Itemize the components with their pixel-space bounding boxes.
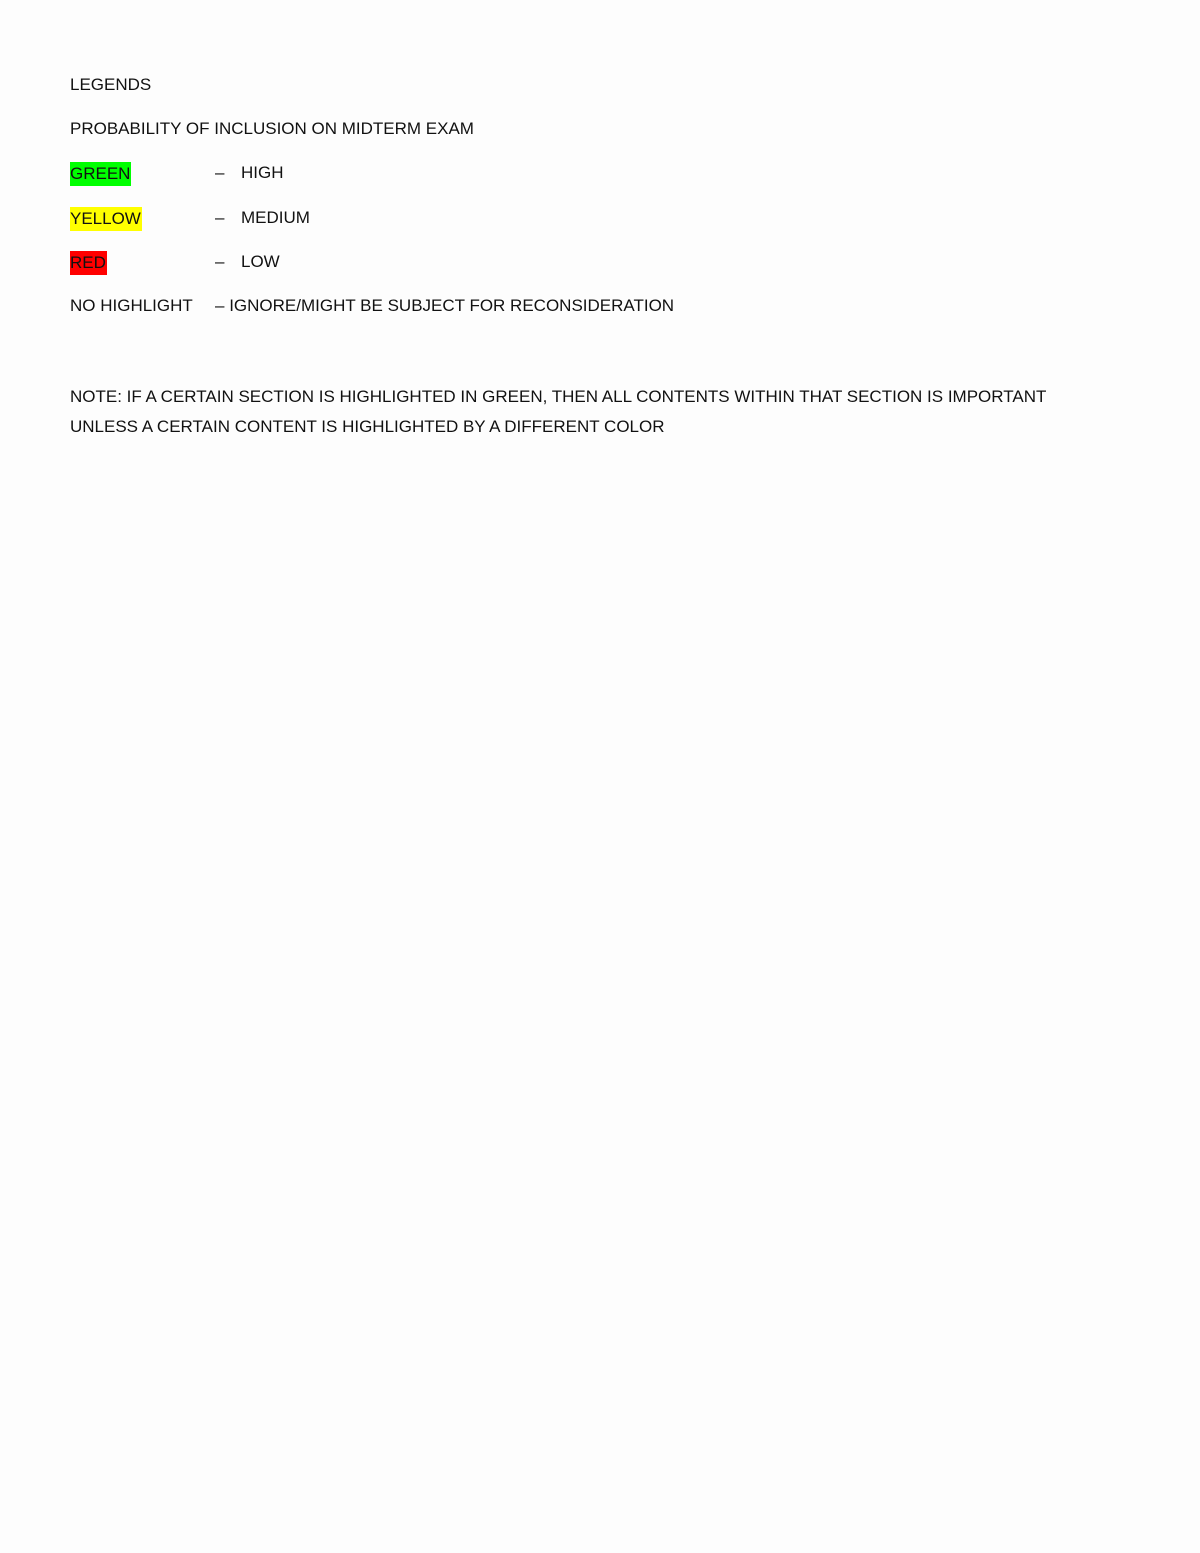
- no-highlight-label: NO HIGHLIGHT: [70, 296, 193, 315]
- legend-dash: –: [215, 208, 225, 227]
- legend-meaning-high: HIGH: [241, 163, 284, 182]
- legend-dash: –: [215, 296, 225, 315]
- legend-dash: –: [215, 163, 225, 182]
- legend-row-green: [70, 162, 1130, 186]
- legend-dash: –: [215, 252, 225, 271]
- note-line-2: UNLESS A CERTAIN CONTENT IS HIGHLIGHTED BY A DIFFERENT COLOR: [70, 417, 665, 436]
- legend-row-red: [70, 251, 1130, 275]
- legend-dash-and-meaning: [215, 295, 674, 317]
- legend-meaning-low: LOW: [241, 252, 280, 271]
- green-highlight-label: GREEN: [70, 162, 131, 186]
- legend-meaning-medium: MEDIUM: [241, 208, 310, 227]
- note-line-1: NOTE: IF A CERTAIN SECTION IS HIGHLIGHTED IN GREEN, THEN ALL CONTENTS WITHIN THAT SECTION IS IMPORTANT: [70, 387, 1047, 406]
- legend-heading: LEGENDS: [70, 75, 152, 94]
- yellow-highlight-label: YELLOW: [70, 207, 142, 231]
- legend-meaning-ignore: IGNORE/MIGHT BE SUBJECT FOR RECONSIDERATION: [229, 296, 675, 315]
- red-highlight-label: RED: [70, 251, 107, 275]
- legend-row-yellow: [70, 207, 1130, 231]
- legend-subheading: PROBABILITY OF INCLUSION ON MIDTERM EXAM: [70, 119, 474, 138]
- legend-row-no-highlight: [70, 295, 1130, 319]
- note-paragraph: [70, 382, 1130, 442]
